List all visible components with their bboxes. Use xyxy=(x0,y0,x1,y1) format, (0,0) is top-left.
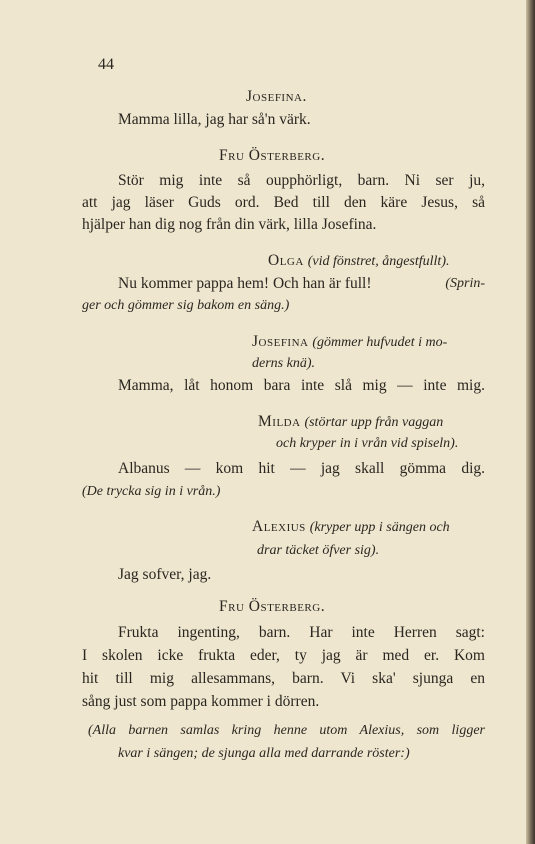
stage-direction: (störtar upp från vaggan xyxy=(304,415,444,430)
dialogue-line: hit till mig allesammans, barn. Vi ska' sjunga en xyxy=(82,670,485,687)
page-edge-shadow xyxy=(526,0,535,844)
page-number: 44 xyxy=(98,56,114,73)
speaker-milda: Milda xyxy=(258,413,301,430)
speaker-line xyxy=(268,251,450,272)
speaker-josefina: Josefina. xyxy=(246,88,307,105)
speaker-fru-osterberg: Fru Österberg. xyxy=(219,147,326,164)
stage-direction: (De trycka sig in i vrån.) xyxy=(82,484,221,499)
dialogue-line: Mamma lilla, jag har så'n värk. xyxy=(118,111,311,128)
stage-direction: kvar i sängen; de sjunga alla med darrande röster:) xyxy=(118,746,410,761)
stage-direction: derns knä). xyxy=(252,356,315,371)
dialogue-line: hjälper han dig nog från din värk, lilla Josefina. xyxy=(82,216,377,233)
stage-direction: (Sprin- xyxy=(445,276,485,291)
speaker-line xyxy=(258,412,443,433)
dialogue-text: Nu kommer pappa hem! Och han är full! xyxy=(118,275,372,292)
speaker-alexius: Alexius xyxy=(252,518,306,535)
speaker-josefina: Josefina xyxy=(252,333,309,350)
dialogue-line: Stör mig inte så oupphörligt, barn. Ni ser ju, xyxy=(118,172,485,189)
dialogue-line: Frukta ingenting, barn. Har inte Herren sagt: xyxy=(118,624,485,641)
dialogue-line xyxy=(118,274,485,294)
dialogue-line: att jag läser Guds ord. Bed till den käre Jesus, så xyxy=(82,194,485,211)
speaker-line xyxy=(252,332,447,353)
stage-direction: (kryper upp i sängen och xyxy=(309,520,450,535)
speaker-olga: Olga xyxy=(268,252,304,269)
dialogue-line: Jag sofver, jag. xyxy=(118,566,212,583)
dialogue-line: I skolen icke frukta eder, ty jag är med er. Kom xyxy=(82,647,485,664)
dialogue-line: sång just som pappa kommer i dörren. xyxy=(82,693,320,710)
stage-direction: (vid fönstret, ångestfullt). xyxy=(307,254,450,269)
stage-direction: (gömmer hufvudet i mo- xyxy=(312,335,448,350)
stage-direction: drar täcket öfver sig). xyxy=(257,543,380,558)
speaker-line xyxy=(252,517,450,538)
speaker-fru-osterberg: Fru Österberg. xyxy=(219,598,326,615)
stage-direction: (Alla barnen samlas kring henne utom Alexius, som ligger xyxy=(88,723,485,738)
stage-direction: ger och gömmer sig bakom en säng.) xyxy=(82,298,290,313)
dialogue-line: Albanus — kom hit — jag skall gömma dig. xyxy=(118,460,485,477)
dialogue-line: Mamma, låt honom bara inte slå mig — inte mig. xyxy=(118,377,485,394)
stage-direction: och kryper in i vrån vid spiseln). xyxy=(276,436,459,451)
